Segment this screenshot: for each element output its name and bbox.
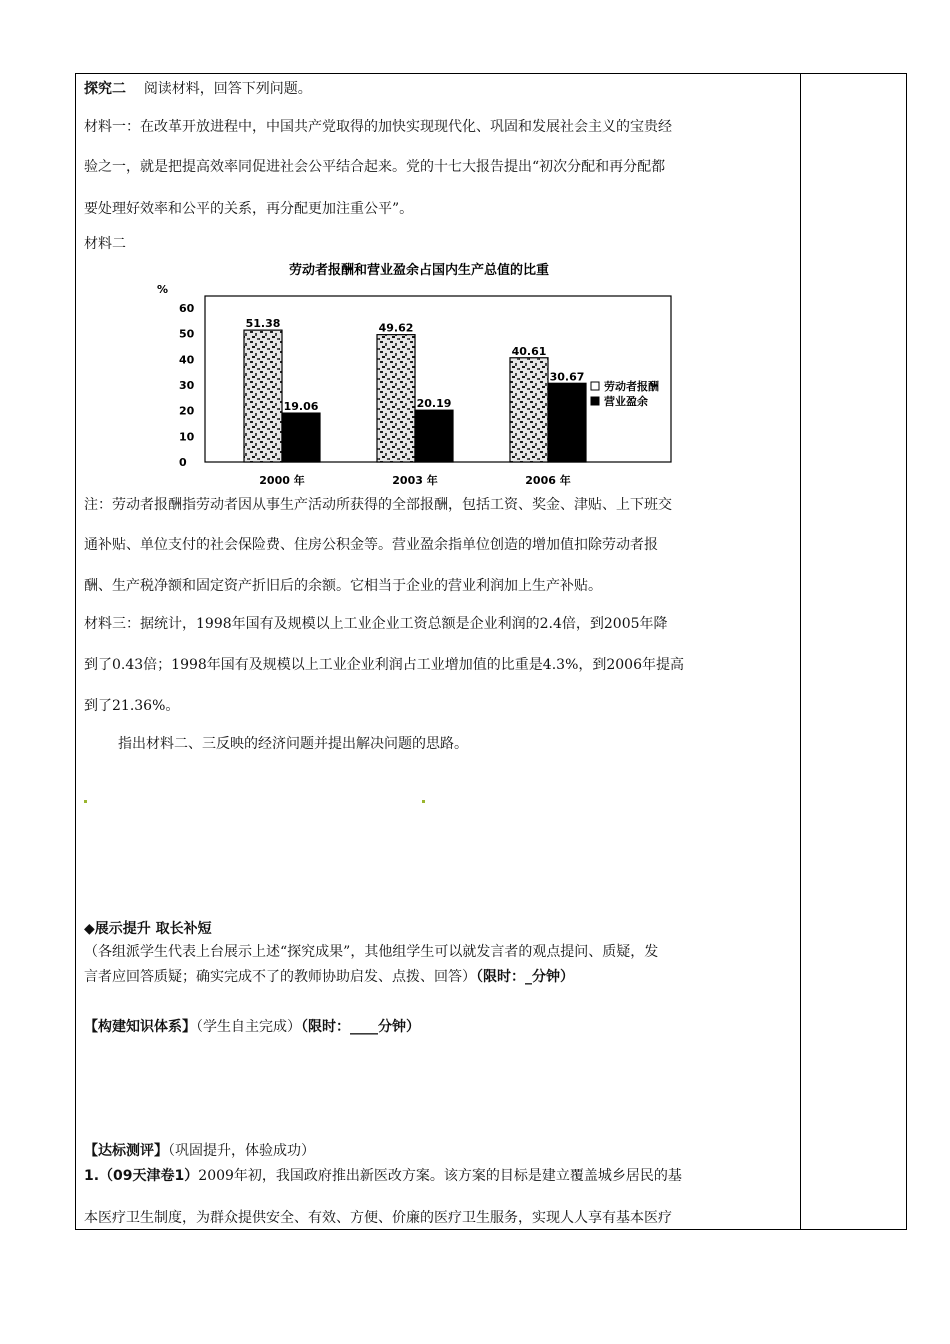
- assessment-line: [84, 1140, 315, 1160]
- material2-label: 材料二: [84, 236, 126, 252]
- showcase-line-2-text: 言者应回答质疑；确实完成不了的教师协助启发、点拨、回答）: [84, 969, 476, 985]
- page-table-frame: [75, 73, 907, 1230]
- showcase-time-limit: （限时：_分钟）: [476, 969, 574, 985]
- note-line-3: 酬、生产税净额和固定资产折旧后的余额。它相当于企业的营业利润加上生产补贴。: [84, 578, 602, 594]
- knowledge-time-limit: （限时：____分钟）: [301, 1019, 420, 1035]
- assessment-text: （巩固提升，体验成功）: [168, 1143, 315, 1159]
- showcase-line-2: [84, 966, 574, 986]
- y-axis-unit: %: [157, 283, 169, 296]
- x-tick-label: 2000 年: [259, 474, 305, 487]
- bar-operating-surplus: [548, 383, 586, 462]
- bar-operating-surplus: [282, 413, 320, 462]
- knowledge-line: [84, 1016, 420, 1036]
- x-tick-label: 2003 年: [392, 474, 438, 487]
- explore2-header: [84, 78, 312, 98]
- bar-operating-surplus: [415, 410, 453, 462]
- y-tick-label: 60: [179, 302, 195, 315]
- data-label: 19.06: [283, 400, 319, 414]
- material3-line-2: 到了0.43倍；1998年国有及规模以上工业企业利润占工业增加值的比重是4.3%，到2006年提高: [84, 657, 684, 673]
- y-tick-label: 50: [179, 327, 195, 341]
- question-1-text-1: 2009年初，我国政府推出新医改方案。该方案的目标是建立覆盖城乡居民的基: [198, 1168, 682, 1184]
- material1-line-2: 验之一，就是把提高效率同促进社会公平结合起来。党的十七大报告提出“初次分配和再分配都: [84, 159, 666, 175]
- y-tick-label: 40: [179, 353, 195, 367]
- legend-label: 营业盈余: [604, 395, 648, 408]
- table-column-divider: [800, 73, 801, 1230]
- explore2-instruction: 阅读材料，回答下列问题。: [143, 81, 312, 97]
- data-label: 51.38: [245, 317, 281, 331]
- assessment-heading: 【达标测评】: [84, 1143, 168, 1159]
- data-label: 20.19: [416, 397, 452, 411]
- bar-labor-compensation: [244, 330, 282, 462]
- explore2-heading: 探究二: [84, 81, 126, 97]
- y-ticks: [179, 302, 195, 469]
- knowledge-text: （学生自主完成）: [196, 1019, 301, 1035]
- decorative-dot: [422, 800, 425, 803]
- y-tick-label: 20: [179, 404, 195, 418]
- note-line-1: 注：劳动者报酬指劳动者因从事生产活动所获得的全部报酬，包括工资、奖金、津贴、上下班交: [84, 497, 672, 513]
- chart-legend: [591, 379, 659, 408]
- chart-title: 劳动者报酬和营业盈余占国内生产总值的比重: [289, 263, 550, 278]
- material3-line-3: 到了21.36%。: [84, 698, 180, 714]
- data-label: 30.67: [549, 370, 585, 384]
- legend-swatch: [591, 397, 599, 405]
- x-tick-labels: [259, 473, 570, 487]
- material1-line-3: 要处理好效率和公平的关系，再分配更加注重公平”。: [84, 201, 414, 217]
- x-tick-label: 2006 年: [525, 474, 571, 487]
- y-tick-label: 30: [179, 379, 195, 392]
- legend-label: 劳动者报酬: [604, 380, 659, 393]
- knowledge-heading: 【构建知识体系】: [84, 1019, 196, 1035]
- question-1-line-2: 本医疗卫生制度，为群众提供安全、有效、方便、价廉的医疗卫生服务，实现人人享有基本医疗: [84, 1210, 672, 1226]
- bar-series: [244, 317, 586, 462]
- gdp-share-chart: [149, 260, 679, 492]
- question-text: 指出材料二、三反映的经济问题并提出解决问题的思路。: [118, 736, 468, 752]
- y-tick-label: 0: [179, 456, 187, 469]
- question-1-line-1: [84, 1165, 682, 1185]
- decorative-dot: [84, 800, 87, 803]
- material1-line-1: 材料一：在改革开放进程中，中国共产党取得的加快实现现代化、巩固和发展社会主义的宝贵经: [84, 119, 672, 135]
- bar-labor-compensation: [377, 335, 415, 462]
- question-1-prefix: 1.（09天津卷1）: [84, 1168, 199, 1184]
- data-label: 40.61: [511, 344, 547, 358]
- showcase-heading: ◆展示提升 取长补短: [84, 921, 212, 937]
- showcase-line-1: （各组派学生代表上台展示上述“探究成果”，其他组学生可以就发言者的观点提问、质疑，发: [84, 944, 659, 960]
- legend-swatch: [591, 382, 599, 390]
- data-label: 49.62: [378, 321, 414, 335]
- material3-line-1: 材料三：据统计，1998年国有及规模以上工业企业工资总额是企业利润的2.4倍，到2005年降: [84, 616, 668, 632]
- y-tick-label: 10: [179, 430, 195, 444]
- note-line-2: 通补贴、单位支付的社会保险费、住房公积金等。营业盈余指单位创造的增加值扣除劳动者报: [84, 537, 658, 553]
- bar-labor-compensation: [510, 358, 548, 462]
